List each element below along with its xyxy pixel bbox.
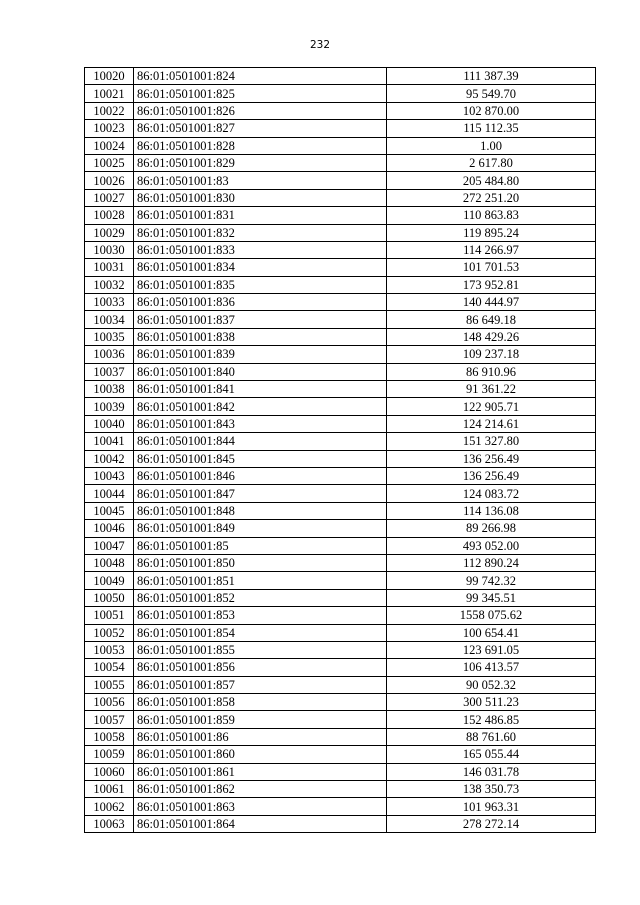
cadastral-number-cell: 86:01:0501001:849 [134,520,387,537]
cadastral-value-cell: 102 870.00 [387,102,596,119]
table-row [85,624,596,641]
row-number-cell: 10046 [85,520,134,537]
cadastral-number-cell: 86:01:0501001:834 [134,259,387,276]
cadastral-value-cell: 122 905.71 [387,398,596,415]
table-row [85,207,596,224]
row-number-cell: 10048 [85,554,134,571]
cadastral-number-cell: 86:01:0501001:842 [134,398,387,415]
cadastral-value-cell: 109 237.18 [387,346,596,363]
table-row [85,294,596,311]
table-row [85,154,596,171]
row-number-cell: 10053 [85,641,134,658]
cadastral-number-cell: 86:01:0501001:833 [134,241,387,258]
table-row [85,554,596,571]
cadastral-number-cell: 86:01:0501001:837 [134,311,387,328]
cadastral-value-cell: 99 742.32 [387,572,596,589]
cadastral-number-cell: 86:01:0501001:864 [134,815,387,832]
table-row [85,346,596,363]
row-number-cell: 10052 [85,624,134,641]
table-row [85,467,596,484]
cadastral-value-cell: 2 617.80 [387,154,596,171]
table-row [85,398,596,415]
table-row [85,520,596,537]
cadastral-value-cell: 119 895.24 [387,224,596,241]
table-row [85,798,596,815]
cadastral-number-cell: 86:01:0501001:841 [134,381,387,398]
row-number-cell: 10063 [85,815,134,832]
row-number-cell: 10062 [85,798,134,815]
cadastral-number-cell: 86:01:0501001:848 [134,502,387,519]
row-number-cell: 10057 [85,711,134,728]
row-number-cell: 10023 [85,120,134,137]
cadastral-value-cell: 101 963.31 [387,798,596,815]
cadastral-number-cell: 86:01:0501001:824 [134,68,387,85]
cadastral-value-cell: 205 484.80 [387,172,596,189]
cadastral-value-cell: 112 890.24 [387,554,596,571]
cadastral-value-cell: 99 345.51 [387,589,596,606]
row-number-cell: 10049 [85,572,134,589]
cadastral-number-cell: 86:01:0501001:839 [134,346,387,363]
cadastral-number-cell: 86:01:0501001:840 [134,363,387,380]
cadastral-number-cell: 86:01:0501001:85 [134,537,387,554]
cadastral-number-cell: 86:01:0501001:843 [134,415,387,432]
cadastral-value-cell: 89 266.98 [387,520,596,537]
cadastral-number-cell: 86:01:0501001:844 [134,433,387,450]
table-row [85,85,596,102]
table-row [85,502,596,519]
table-row [85,137,596,154]
cadastral-value-cell: 140 444.97 [387,294,596,311]
cadastral-number-cell: 86:01:0501001:855 [134,641,387,658]
row-number-cell: 10059 [85,746,134,763]
cadastral-number-cell: 86:01:0501001:850 [134,554,387,571]
table-row [85,815,596,832]
table-row [85,120,596,137]
table-row [85,485,596,502]
cadastral-value-cell: 272 251.20 [387,189,596,206]
table-row [85,241,596,258]
cadastral-number-cell: 86:01:0501001:836 [134,294,387,311]
row-number-cell: 10024 [85,137,134,154]
cadastral-value-cell: 124 214.61 [387,415,596,432]
cadastral-number-cell: 86:01:0501001:86 [134,728,387,745]
row-number-cell: 10041 [85,433,134,450]
cadastral-value-cell: 114 266.97 [387,241,596,258]
cadastral-value-cell: 95 549.70 [387,85,596,102]
cadastral-number-cell: 86:01:0501001:832 [134,224,387,241]
table-row [85,572,596,589]
cadastral-number-cell: 86:01:0501001:858 [134,694,387,711]
table-row [85,363,596,380]
row-number-cell: 10021 [85,85,134,102]
row-number-cell: 10058 [85,728,134,745]
cadastral-number-cell: 86:01:0501001:83 [134,172,387,189]
table-row [85,224,596,241]
cadastral-number-cell: 86:01:0501001:845 [134,450,387,467]
cadastral-value-cell: 91 361.22 [387,381,596,398]
table-row [85,328,596,345]
cadastral-value-cell: 138 350.73 [387,781,596,798]
row-number-cell: 10032 [85,276,134,293]
cadastral-number-cell: 86:01:0501001:852 [134,589,387,606]
cadastral-value-cell: 146 031.78 [387,763,596,780]
cadastral-value-cell: 100 654.41 [387,624,596,641]
cadastral-number-cell: 86:01:0501001:851 [134,572,387,589]
table-row [85,641,596,658]
cadastral-value-cell: 278 272.14 [387,815,596,832]
cadastral-number-cell: 86:01:0501001:863 [134,798,387,815]
cadastral-value-cell: 124 083.72 [387,485,596,502]
cadastral-number-cell: 86:01:0501001:830 [134,189,387,206]
row-number-cell: 10051 [85,607,134,624]
row-number-cell: 10020 [85,68,134,85]
row-number-cell: 10040 [85,415,134,432]
row-number-cell: 10044 [85,485,134,502]
row-number-cell: 10039 [85,398,134,415]
cadastral-number-cell: 86:01:0501001:861 [134,763,387,780]
row-number-cell: 10022 [85,102,134,119]
page-number: 232 [309,39,331,51]
cadastral-value-cell: 86 910.96 [387,363,596,380]
cadastral-number-cell: 86:01:0501001:860 [134,746,387,763]
cadastral-value-cell: 114 136.08 [387,502,596,519]
table-row [85,189,596,206]
table-row [85,746,596,763]
row-number-cell: 10035 [85,328,134,345]
cadastral-value-cell: 148 429.26 [387,328,596,345]
row-number-cell: 10054 [85,659,134,676]
table-body [85,68,596,833]
cadastral-number-cell: 86:01:0501001:826 [134,102,387,119]
table-row [85,259,596,276]
cadastral-value-cell: 1.00 [387,137,596,154]
cadastral-number-cell: 86:01:0501001:853 [134,607,387,624]
cadastral-number-cell: 86:01:0501001:856 [134,659,387,676]
cadastral-value-cell: 90 052.32 [387,676,596,693]
row-number-cell: 10029 [85,224,134,241]
cadastral-value-cell: 86 649.18 [387,311,596,328]
row-number-cell: 10055 [85,676,134,693]
row-number-cell: 10025 [85,154,134,171]
cadastral-value-table [84,67,596,833]
cadastral-value-cell: 165 055.44 [387,746,596,763]
table-row [85,68,596,85]
row-number-cell: 10031 [85,259,134,276]
row-number-cell: 10038 [85,381,134,398]
row-number-cell: 10045 [85,502,134,519]
cadastral-number-cell: 86:01:0501001:846 [134,467,387,484]
cadastral-number-cell: 86:01:0501001:829 [134,154,387,171]
cadastral-value-cell: 106 413.57 [387,659,596,676]
row-number-cell: 10060 [85,763,134,780]
row-number-cell: 10034 [85,311,134,328]
table-row [85,607,596,624]
table-row [85,172,596,189]
row-number-cell: 10028 [85,207,134,224]
cadastral-value-cell: 111 387.39 [387,68,596,85]
cadastral-value-cell: 152 486.85 [387,711,596,728]
table-row [85,311,596,328]
table-row [85,781,596,798]
cadastral-value-cell: 136 256.49 [387,467,596,484]
table-row [85,589,596,606]
cadastral-number-cell: 86:01:0501001:825 [134,85,387,102]
cadastral-value-cell: 1558 075.62 [387,607,596,624]
cadastral-number-cell: 86:01:0501001:827 [134,120,387,137]
cadastral-value-cell: 101 701.53 [387,259,596,276]
table-row [85,659,596,676]
table-row [85,433,596,450]
table-row [85,711,596,728]
cadastral-number-cell: 86:01:0501001:854 [134,624,387,641]
cadastral-number-cell: 86:01:0501001:859 [134,711,387,728]
table-row [85,276,596,293]
cadastral-number-cell: 86:01:0501001:862 [134,781,387,798]
table-row [85,537,596,554]
table-row [85,415,596,432]
cadastral-number-cell: 86:01:0501001:828 [134,137,387,154]
table-row [85,676,596,693]
table-row [85,102,596,119]
cadastral-value-cell: 115 112.35 [387,120,596,137]
row-number-cell: 10061 [85,781,134,798]
cadastral-value-cell: 151 327.80 [387,433,596,450]
cadastral-value-cell: 493 052.00 [387,537,596,554]
row-number-cell: 10037 [85,363,134,380]
cadastral-value-cell: 173 952.81 [387,276,596,293]
cadastral-value-cell: 110 863.83 [387,207,596,224]
row-number-cell: 10026 [85,172,134,189]
cadastral-value-cell: 136 256.49 [387,450,596,467]
cadastral-value-cell: 88 761.60 [387,728,596,745]
table-row [85,381,596,398]
table-row [85,450,596,467]
cadastral-number-cell: 86:01:0501001:847 [134,485,387,502]
row-number-cell: 10036 [85,346,134,363]
cadastral-number-cell: 86:01:0501001:838 [134,328,387,345]
row-number-cell: 10033 [85,294,134,311]
table-row [85,728,596,745]
cadastral-number-cell: 86:01:0501001:857 [134,676,387,693]
row-number-cell: 10027 [85,189,134,206]
cadastral-number-cell: 86:01:0501001:831 [134,207,387,224]
row-number-cell: 10047 [85,537,134,554]
row-number-cell: 10030 [85,241,134,258]
cadastral-number-cell: 86:01:0501001:835 [134,276,387,293]
table-row [85,763,596,780]
row-number-cell: 10050 [85,589,134,606]
cadastral-value-cell: 123 691.05 [387,641,596,658]
cadastral-value-cell: 300 511.23 [387,694,596,711]
row-number-cell: 10043 [85,467,134,484]
row-number-cell: 10042 [85,450,134,467]
table-row [85,694,596,711]
row-number-cell: 10056 [85,694,134,711]
